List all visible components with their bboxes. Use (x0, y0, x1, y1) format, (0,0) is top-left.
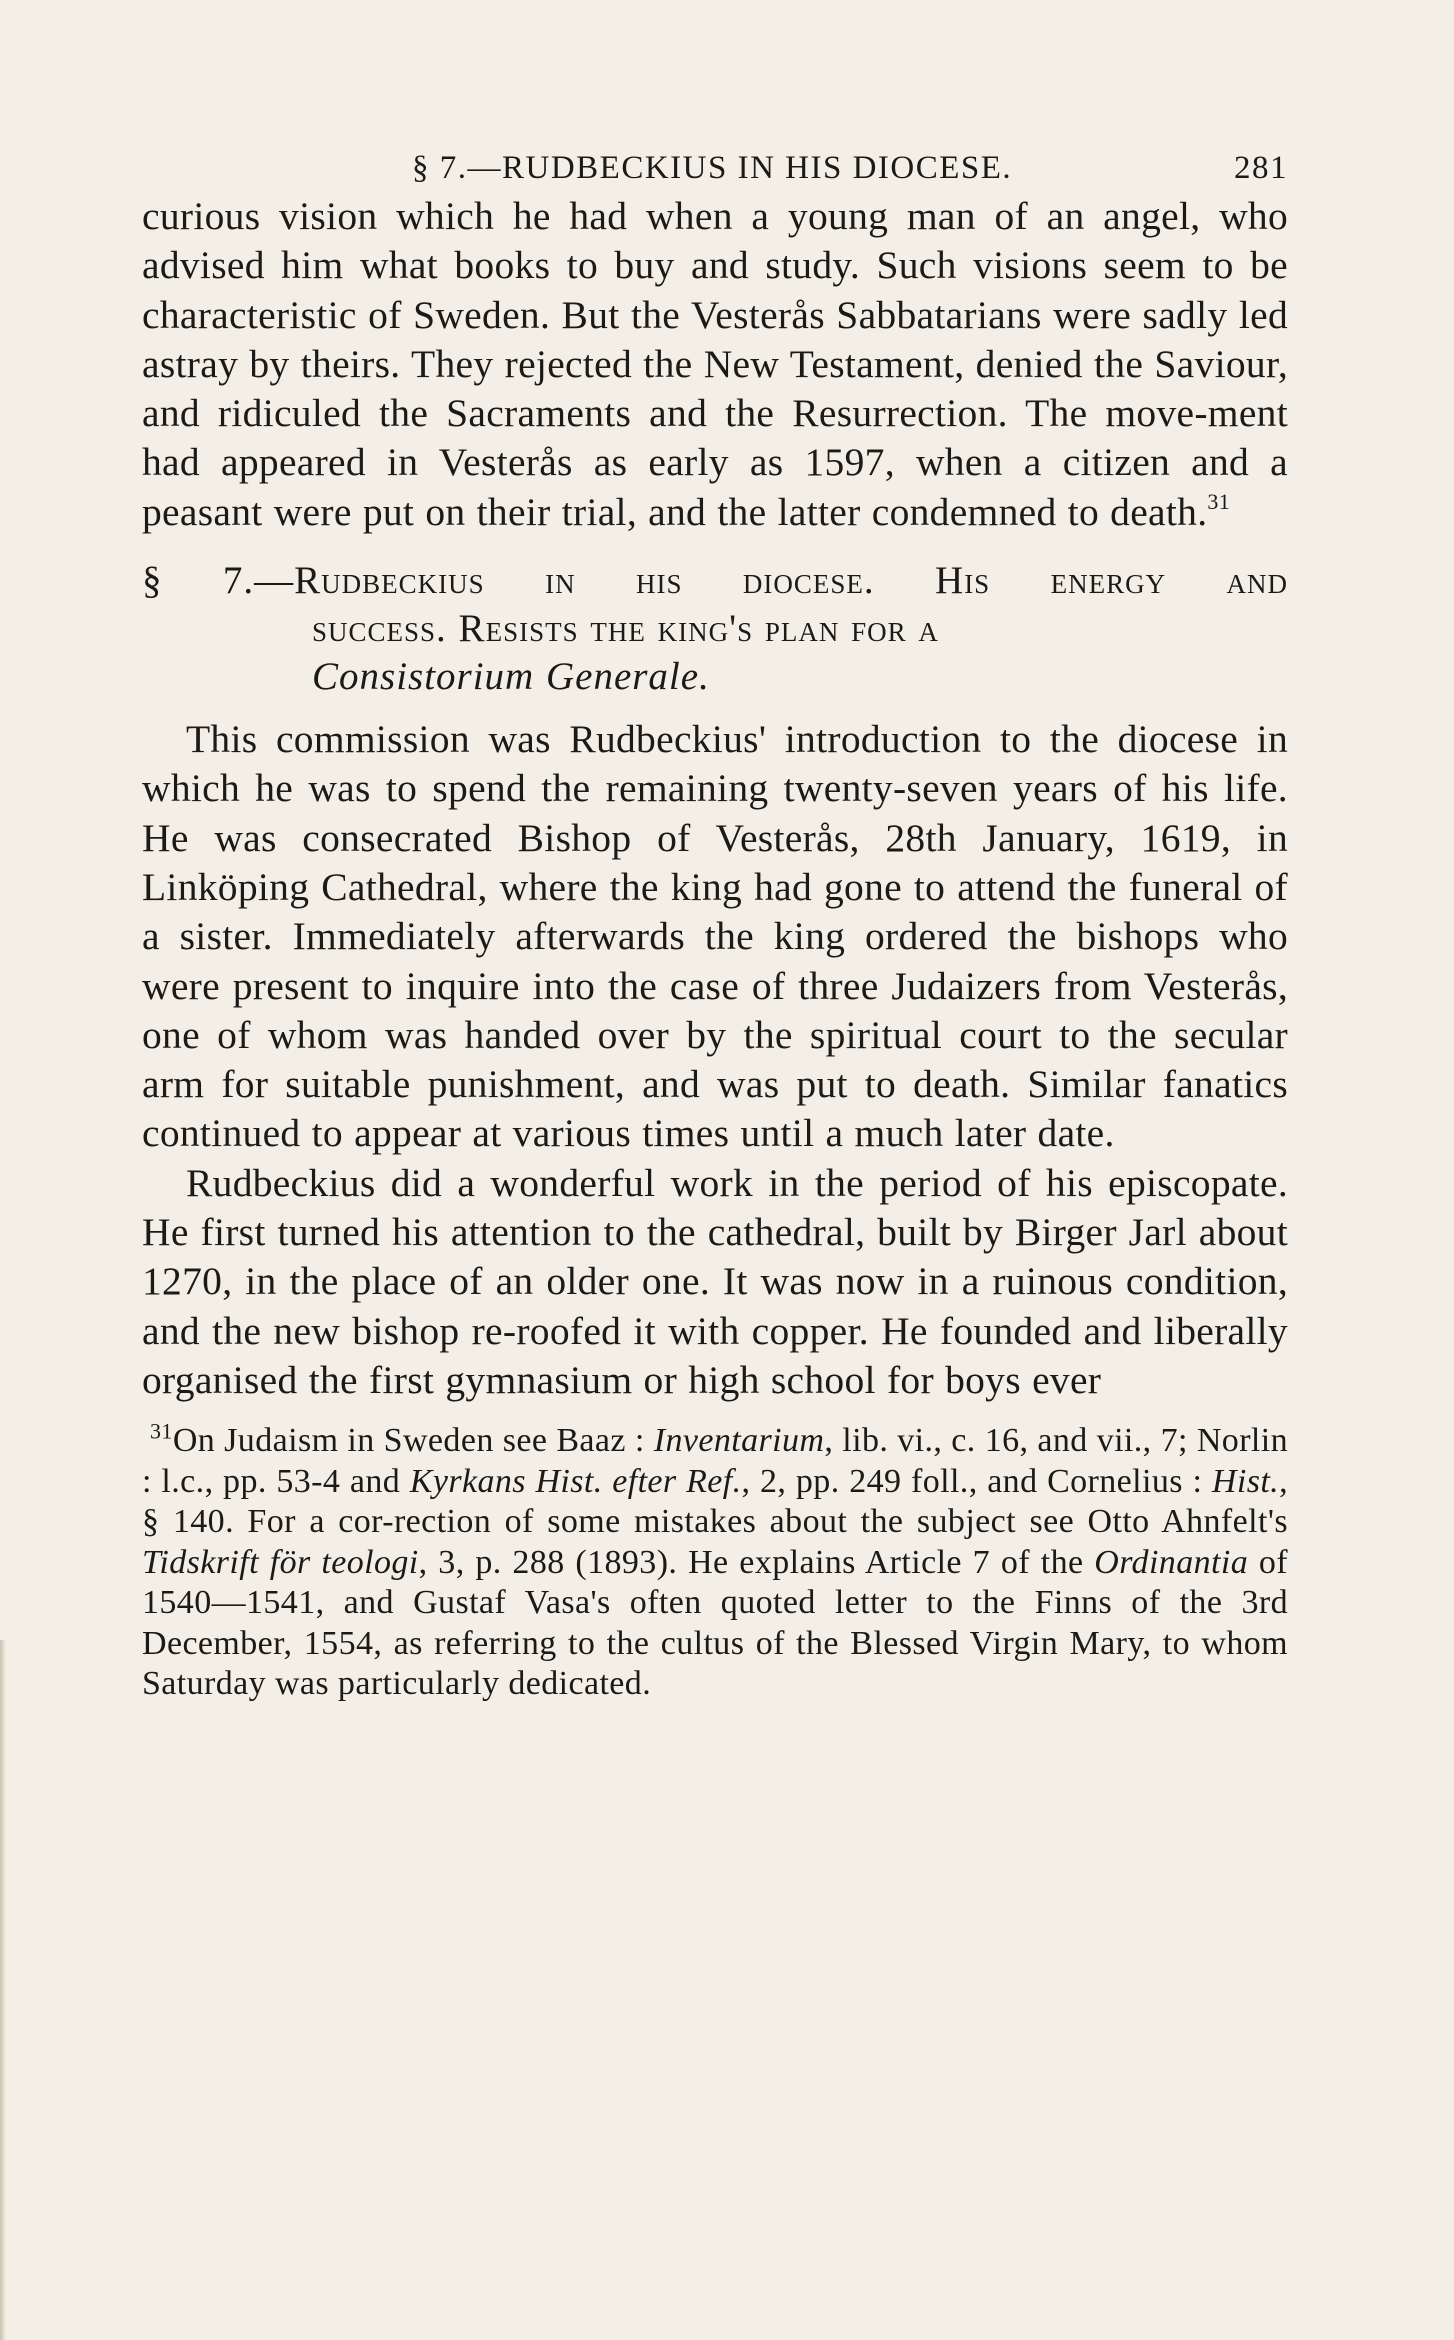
paragraph-2: This commission was Rudbeckius' introduction to the diocese in which he was to spend the remaining twenty-seven years of his life. He was consecrated Bishop of Vesterås, 28th January, 1619, in Linköping Cathedral, where the king had gone to attend the funeral of a sister. Immediately afterwards the king ordered the bishops who were present to inquire into the case of three Judaizers from Vesterås, one of whom was handed over by the spiritual court to the secular arm for suitable punishment, and was put to death. Similar fanatics continued to appear at various times until a much later date. (142, 717, 1288, 1156)
footnote-text-6: of 1540—1541, and Gustaf Vasa's often quoted letter to the Finns of the 3rd December, 1554, as referring to the cultus of the Blessed Virgin Mary, to whom Saturday was particularly dedicated. (142, 1543, 1288, 1703)
paragraph-1-text: curious vision which he had when a young man of an angel, who advised him what books to buy and study. Such visions seem to be characteristic of Sweden. But the Vesterås Sabbatarians were sadly led astray by theirs. They rejected the New Testament, denied the Saviour, and ridiculed the Sacraments and the Resurrection. The move-ment had appeared in Vesterås as early as 1597, when a citizen and a peasant were put on their trial, and the latter condemned to death. (142, 194, 1288, 534)
footnote-text-2: , lib. vi., c. 16, and vii., 7; Norlin : l.c., pp. 53-4 and (142, 1422, 1289, 1500)
footnote-italic-5: Ordinantia (1094, 1543, 1249, 1581)
paragraph-continued (142, 192, 1288, 537)
footnote-31 (142, 1418, 1289, 1705)
paragraph-3: Rudbeckius did a wonderful work in the period of his episcopate. He first turned his attention to the cathedral, built by Birger Jarl about 1270, in the place of an older one. It was now in a ruinous condition, and the new bishop re-roofed it with copper. He founded and liberally organised the first gymnasium or high school for boys ever (142, 1160, 1288, 1402)
section-heading-line-2: success. Resists the king's plan for a (312, 607, 939, 651)
page-edge-shadow (0, 1640, 6, 2340)
footnote-italic-1: Inventarium (653, 1422, 825, 1460)
footnote-text-1: On Judaism in Sweden see Baaz : (172, 1422, 654, 1460)
page-number: 281 (1234, 150, 1288, 186)
footnote-number: 31 (150, 1418, 173, 1444)
running-head-title: § 7.—RUDBECKIUS IN HIS DIOCESE. (412, 150, 1013, 186)
footnote-italic-4: Tidskrift för teologi (142, 1543, 419, 1581)
footnotes (142, 1418, 1289, 1705)
footnote-reference: 31 (1207, 488, 1230, 514)
footnote-text-4: , § 140. For a cor-rection of some mistakes about the subject see Otto Ahnfelt's (142, 1462, 1288, 1541)
section-heading-line-3: Consistorium Generale. (312, 655, 710, 699)
footnote-italic-3: Hist. (1211, 1462, 1280, 1500)
footnote-text-3: , 2, pp. 249 foll., and Cornelius : (741, 1462, 1212, 1500)
running-head (142, 140, 1288, 192)
body-text (142, 192, 1288, 1405)
footnote-text-5: , 3, p. 288 (1893). He explains Article 7 of the (418, 1543, 1095, 1581)
footnote-italic-2: Kyrkans Hist. efter Ref. (409, 1462, 742, 1500)
book-page (142, 140, 1288, 1705)
section-heading-line-1: § 7.—Rudbeckius in his diocese. His energy and (142, 559, 1288, 603)
section-heading (142, 557, 1288, 701)
